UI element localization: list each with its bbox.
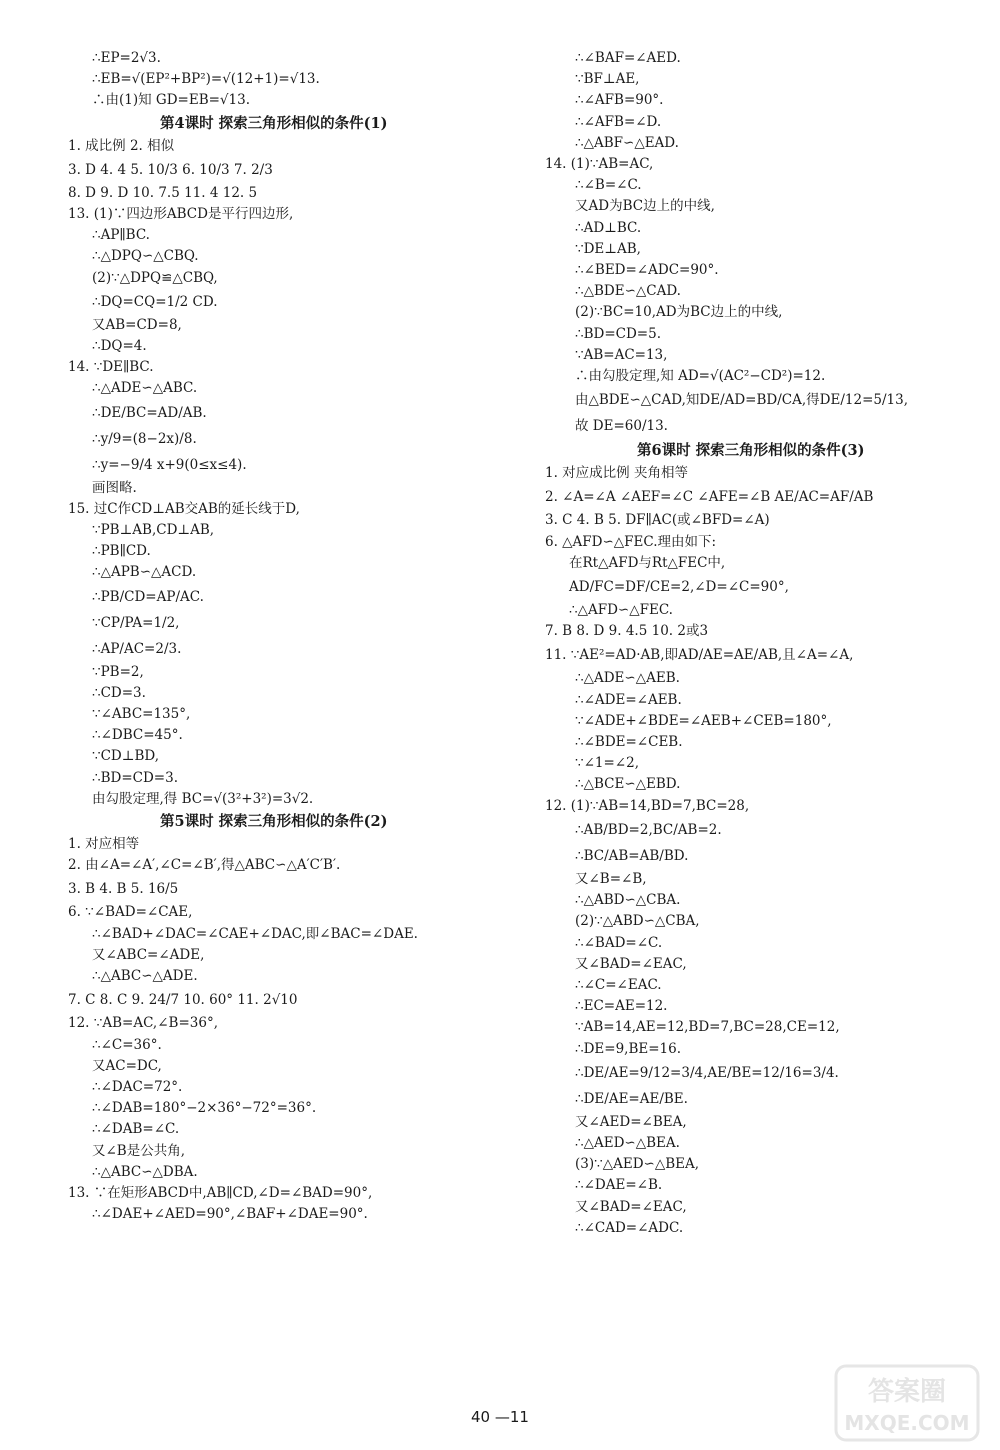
answer-line: ∴BD=CD=3. (92, 769, 178, 786)
answer-line: ∵AB=14,AE=12,BD=7,BC=28,CE=12, (575, 1019, 840, 1036)
answer-line: AD/FC=DF/CE=2,∠D=∠C=90°, (569, 579, 789, 596)
answer-line: ∵DE⊥AB, (575, 240, 641, 257)
answer-line: ∵PB=2, (92, 663, 144, 680)
answer-line: ∴PB∥CD. (92, 543, 151, 560)
answer-line: ∴∠DAB=180°−2×36°−72°=36°. (92, 1100, 317, 1117)
answer-line: ∵BF⊥AE, (575, 71, 640, 88)
answer-line: ∴△ABD∽△CBA. (575, 892, 681, 909)
answer-line: ∴∠DAB=∠C. (92, 1121, 180, 1138)
right-column (545, 48, 965, 1239)
answer-line: 14. ∵DE∥BC. (68, 359, 154, 376)
answer-line: 14. (1)∵AB=AC, (545, 156, 654, 173)
answer-line: ∴△APB∽△ACD. (92, 564, 197, 581)
answer-line: ∴△DPQ∽△CBQ. (92, 248, 199, 265)
answer-line: 由勾股定理,得 BC=√(3²+3²)=3√2. (92, 790, 314, 807)
answer-line: 12. (1)∵AB=14,BD=7,BC=28, (545, 797, 750, 814)
answer-line: 又∠B=∠B, (575, 870, 647, 887)
answer-line: ∴AB/BD=2,BC/AB=2. (575, 821, 722, 838)
answer-line: (2)∵△DPQ≌△CBQ, (92, 269, 218, 286)
answer-line: ∴EP=2√3. (92, 50, 161, 66)
answer-line: ∴DQ=4. (92, 338, 147, 355)
answer-line: 2. 由∠A=∠A′,∠C=∠B′,得△ABC∽△A′C′B′. (68, 857, 341, 874)
answer-line: (3)∵△AED∽△BEA, (575, 1156, 700, 1173)
answer-line: ∴△BCE∽△EBD. (575, 776, 681, 793)
answer-line: 又AB=CD=8, (92, 316, 182, 333)
answer-line: ∴△AFD∽△FEC. (569, 602, 673, 619)
section-heading: 第6课时 探索三角形相似的条件(3) (637, 442, 865, 460)
answer-line: 又∠AED=∠BEA, (575, 1113, 687, 1130)
answer-line: 又∠B是公共角, (92, 1142, 186, 1159)
answer-line: ∴∠DAC=72°. (92, 1078, 183, 1095)
answer-line: 由△BDE∽△CAD,知DE/AD=BD/CA,得DE/12=5/13, (575, 392, 908, 409)
answer-line: ∴△AED∽△BEA. (575, 1134, 680, 1151)
answer-line: 2. ∠A=∠A ∠AEF=∠C ∠AFE=∠B AE/AC=AF/AB (545, 489, 874, 506)
answer-line: ∴∠AFB=90°. (575, 92, 664, 109)
answer-line: ∴∠BED=∠ADC=90°. (575, 262, 719, 279)
answer-line: ∴△ABC∽△DBA. (92, 1163, 198, 1180)
answer-line: ∴∠BAD=∠C. (575, 934, 663, 951)
answer-line: ∴△ABC∽△ADE. (92, 968, 198, 985)
answer-line: ∴∠DBC=45°. (92, 727, 183, 744)
answer-line: 又∠BAD=∠EAC, (575, 1198, 687, 1215)
answer-line: 又AD为BC边上的中线, (575, 198, 715, 215)
answer-line: 又∠ABC=∠ADE, (92, 946, 205, 963)
answer-line: ∴BD=CD=5. (575, 325, 661, 342)
answer-line: 故 DE=60/13. (575, 418, 668, 435)
answer-line: ∴AP∥BC. (92, 227, 150, 244)
answer-line: (2)∵BC=10,AD为BC边上的中线, (575, 304, 783, 321)
answer-line: ∵∠ADE+∠BDE=∠AEB+∠CEB=180°, (575, 712, 832, 729)
answer-line: ∴∠DAE=∠B. (575, 1177, 663, 1194)
answer-line: ∴PB/CD=AP/AC. (92, 588, 204, 605)
answer-line: ∴∠DAE+∠AED=90°,∠BAF+∠DAE=90°. (92, 1206, 368, 1223)
answer-line: ∴DQ=CQ=1/2 CD. (92, 293, 218, 310)
answer-line: ∴由(1)知 GD=EB=√13. (92, 92, 250, 109)
answer-line: ∴△ADE∽△ABC. (92, 380, 198, 397)
answer-line: 7. B 8. D 9. 4.5 10. 2或3 (545, 623, 709, 640)
answer-line: ∴DE/AE=AE/BE. (575, 1090, 688, 1107)
answer-line: ∴y/9=(8−2x)/8. (92, 430, 197, 447)
section-heading: 第4课时 探索三角形相似的条件(1) (160, 114, 388, 132)
answer-line: 又AC=DC, (92, 1057, 162, 1074)
answer-line: ∴∠BAD+∠DAC=∠CAE+∠DAC,即∠BAC=∠DAE. (92, 925, 418, 942)
answer-line: 1. 成比例 2. 相似 (68, 137, 175, 154)
answer-line: ∴∠BDE=∠CEB. (575, 734, 683, 751)
answer-line: ∵CP/PA=1/2, (92, 614, 180, 631)
answer-line: ∴∠C=36°. (92, 1036, 162, 1053)
page-number: 40 —11 (471, 1408, 529, 1426)
answer-line: 在Rt△AFD与Rt△FEC中, (569, 554, 726, 571)
answer-line: 12. ∵AB=AC,∠B=36°, (68, 1015, 218, 1032)
answer-line: ∴△ADE∽△AEB. (575, 670, 680, 687)
answer-line: ∵PB⊥AB,CD⊥AB, (92, 522, 215, 539)
watermark-bottom-text: MXQE.COM (844, 1411, 970, 1435)
answer-line: 3. C 4. B 5. DF∥AC(或∠BFD=∠A) (545, 512, 770, 529)
answer-line: ∴∠CAD=∠ADC. (575, 1219, 684, 1236)
answer-line: 15. 过C作CD⊥AB交AB的延长线于D, (68, 500, 300, 517)
answer-line: ∴AD⊥BC. (575, 219, 642, 236)
answer-line: ∴∠B=∠C. (575, 177, 642, 194)
answer-line: 6. △AFD∽△FEC.理由如下: (545, 533, 717, 550)
answer-line: ∴y=−9/4 x+9(0≤x≤4). (92, 456, 247, 473)
left-column (68, 48, 508, 1225)
answer-line: ∴CD=3. (92, 684, 146, 701)
answer-line: ∵AB=AC=13, (575, 346, 668, 363)
answer-line: ∴BC/AB=AB/BD. (575, 847, 689, 864)
watermark-logo (832, 1362, 982, 1444)
answer-line: 6. ∵∠BAD=∠CAE, (68, 904, 193, 921)
answer-line: 画图略. (92, 479, 137, 496)
answer-line: ∴DE=9,BE=16. (575, 1040, 682, 1057)
answer-line: ∴∠BAF=∠AED. (575, 50, 681, 66)
answer-line: 8. D 9. D 10. 7.5 11. 4 12. 5 (68, 184, 258, 201)
answer-line: (2)∵△ABD∽△CBA, (575, 913, 700, 930)
answer-line: 7. C 8. C 9. 24/7 10. 60° 11. 2√10 (68, 992, 298, 1009)
answer-line: ∴DE/AE=9/12=3/4,AE/BE=12/16=3/4. (575, 1064, 839, 1081)
answer-line: 11. ∵AE²=AD·AB,即AD/AE=AE/AB,且∠A=∠A, (545, 647, 854, 664)
answer-line: ∵∠ABC=135°, (92, 706, 191, 723)
answer-line: ∴EC=AE=12. (575, 998, 668, 1015)
answer-line: ∴∠AFB=∠D. (575, 113, 662, 130)
answer-line: 1. 对应相等 (68, 836, 140, 853)
answer-line: ∴△ABF∽△EAD. (575, 134, 679, 151)
answer-line: ∴∠C=∠EAC. (575, 976, 662, 993)
answer-line: ∴EB=√(EP²+BP²)=√(12+1)=√13. (92, 71, 320, 88)
answer-line: 又∠BAD=∠EAC, (575, 955, 687, 972)
answer-line: ∵CD⊥BD, (92, 748, 159, 765)
answer-line: 13. ∵在矩形ABCD中,AB∥CD,∠D=∠BAD=90°, (68, 1184, 373, 1201)
answer-line: ∴DE/BC=AD/AB. (92, 404, 207, 421)
answer-line: ∴由勾股定理,知 AD=√(AC²−CD²)=12. (575, 368, 826, 385)
section-heading: 第5课时 探索三角形相似的条件(2) (160, 813, 388, 831)
answer-line: ∴AP/AC=2/3. (92, 640, 182, 657)
answer-line: 3. D 4. 4 5. 10/3 6. 10/3 7. 2/3 (68, 161, 273, 178)
answer-line: 1. 对应成比例 夹角相等 (545, 465, 688, 482)
watermark-top-text: 答案圈 (867, 1377, 947, 1407)
answer-line: 3. B 4. B 5. 16/5 (68, 881, 179, 898)
answer-line: 13. (1)∵四边形ABCD是平行四边形, (68, 206, 294, 223)
answer-line: ∴△BDE∽△CAD. (575, 283, 681, 300)
answer-line: ∴∠ADE=∠AEB. (575, 691, 682, 708)
answer-line: ∵∠1=∠2, (575, 755, 639, 772)
